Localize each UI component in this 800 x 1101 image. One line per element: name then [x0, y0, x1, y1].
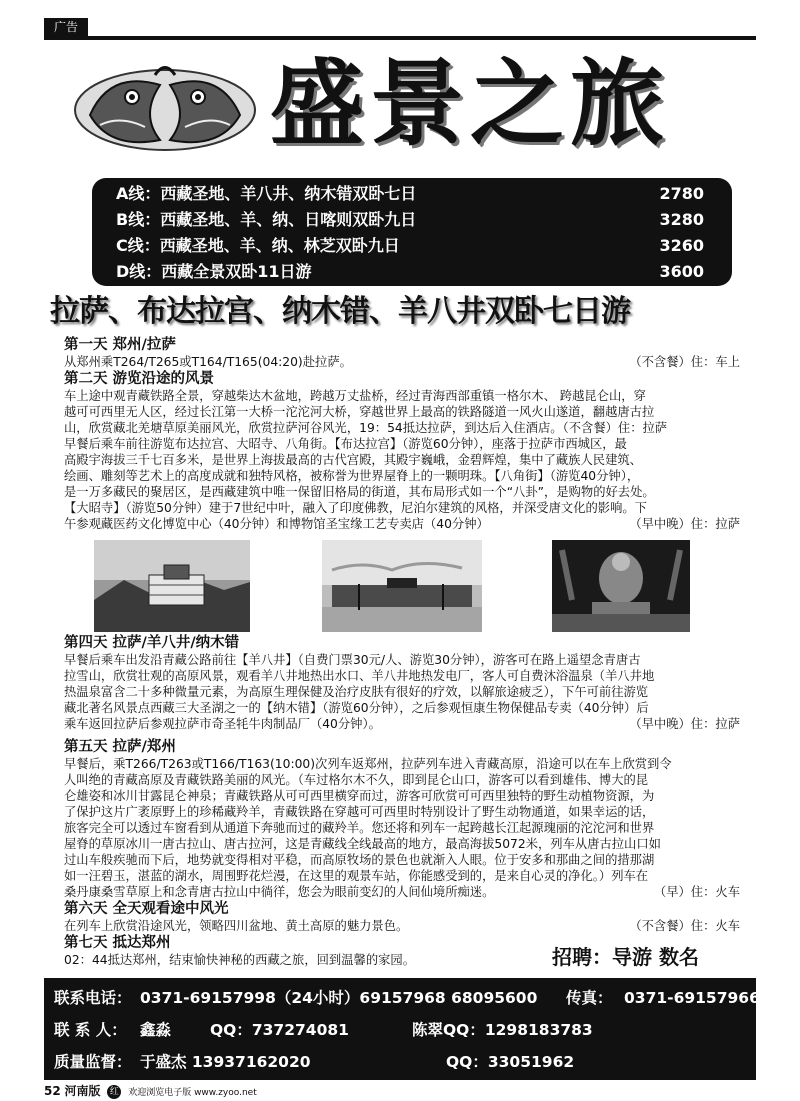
route-price: 3260	[659, 236, 704, 255]
day1-row	[64, 354, 740, 370]
day2-line: 高殿宇海拔三千七百多米，是世界上海拔最高的古代宫殿，其殿宇巍峨，金碧辉煌，集中了藏族人民建筑、	[64, 453, 642, 467]
day5-last-row	[64, 884, 740, 900]
day5-line: 桑丹康桑雪草原上和念青唐古拉山中徜徉，您会为眼前变幻的人间仙境所痴迷。	[64, 885, 495, 899]
day5-line: 旅客完全可以透过车窗看到从通道下奔驰而过的藏羚羊。您还将和列车一起跨越长江起源瑰丽的沱沱河和世界	[64, 821, 655, 835]
day2-line: 越可可西里无人区，经过长江第一大桥一沱沱河大桥，穿越世界上最高的铁路隧道一风火山遂道，翻越唐古拉	[64, 405, 655, 419]
website-link[interactable]: 欢迎浏览电子版 www.zyoo.net	[128, 1088, 257, 1098]
day5-line: 早餐后，乘T266/T263或T166/T163(10:00)次列车返郑州，拉萨列车进入青藏高原，沿途可以在车上欣赏到令	[64, 757, 672, 771]
day7-text: 02：44抵达郑州，结束愉快神秘的西藏之旅，回到温馨的家园。	[64, 953, 416, 967]
route-row	[116, 233, 704, 259]
supervisor-qq: QQ：33051962	[446, 1053, 575, 1071]
day2-line: 山，欣赏藏北羌塘草原美丽风光，欣赏拉萨河谷风光，19：54抵达拉萨，到达后入住酒店。（不含餐）住：拉萨	[64, 421, 668, 435]
day2-line: 车上途中观青藏铁路全景，穿越柴达木盆地，跨越万丈盐桥，经过青海西部重镇一格尔木、 跨越昆仑山，穿	[64, 389, 646, 403]
brand-title: 盛景之旅	[270, 50, 671, 159]
person-name: 鑫淼	[140, 1021, 172, 1039]
supervisor-contact: 于盛杰 13937162020	[140, 1053, 311, 1071]
person-label: 联 系 人：	[54, 1021, 127, 1039]
day4-line: 藏北著名风景点西藏三大圣湖之一的【纳木错】（游览60分钟），之后参观恒康生物保健品专卖（40分钟）后	[64, 701, 649, 715]
day5-note: （早）住：火车	[653, 885, 740, 899]
day2-line: 是一万多藏民的聚居区，是西藏建筑中唯一保留旧格局的街道，其布局形式如一个“八卦”，是购物的好去处。	[64, 485, 655, 499]
day4-note: （早中晚）住：拉萨	[629, 717, 740, 731]
day6-row	[64, 918, 740, 934]
route-name: D线：西藏全景双卧11日游	[116, 262, 312, 281]
day2-last-row	[64, 516, 740, 532]
day2-note: （早中晚）住：拉萨	[629, 517, 740, 531]
day6-text: 在列车上欣赏沿途风光，领略四川盆地、黄土高原的魅力景色。	[64, 919, 409, 933]
recruit-notice: 招聘：导游 数名	[552, 945, 699, 969]
day1-text: 从郑州乘T264/T265或T164/T165(04:20)赴拉萨。	[64, 355, 352, 369]
itinerary-day4	[64, 634, 740, 732]
phone-label: 联系电话：	[54, 989, 132, 1007]
day1-note: （不含餐）住：车上	[629, 355, 740, 369]
day4-line: 热温泉富含二十多种微量元素，为高原生理保健及治疗皮肤有很好的疗效，以解旅途疲乏），下午可前往游览	[64, 685, 649, 699]
person2-qq: 陈翠QQ：1298183783	[412, 1021, 593, 1039]
route-price: 2780	[659, 184, 704, 203]
day4-line: 拉雪山，欣赏壮观的高原风景，观看羊八井地热出水口、羊八井地热发电厂，客人可自费沐浴温泉（羊八井地	[64, 669, 655, 683]
page-footer	[44, 1083, 257, 1099]
contact-row-supervisor	[54, 1049, 748, 1075]
day2-line: 绘画、雕刻等艺术上的高度成就和独特风格，被称誉为世界屋脊上的一颗明珠。【八角街】（游览40分钟），	[64, 469, 640, 483]
day7-heading: 第七天 抵达郑州	[64, 935, 171, 951]
itinerary-day1-day2	[64, 336, 740, 532]
route-name: A线：西藏圣地、羊八井、纳木错双卧七日	[116, 184, 417, 203]
jokhang-square-photo	[322, 540, 482, 632]
fax-label: 传真：	[566, 989, 613, 1007]
route-row	[116, 181, 704, 207]
day2-heading: 第二天 游览沿途的风景	[64, 371, 215, 387]
route-row	[116, 259, 704, 285]
temple-shrine-photo	[552, 540, 690, 632]
potala-palace-photo	[94, 540, 250, 632]
itinerary-day5-day7	[64, 738, 740, 968]
day2-line: 午参观藏医药文化博览中心（40分钟）和博物馆圣宝缘工艺专卖店（40分钟）	[64, 517, 489, 531]
day5-line: 了保护这片广袤原野上的珍稀藏羚羊，青藏铁路在穿越可可西里时特别设计了野生动物通道，如果幸运的话，	[64, 805, 655, 819]
day2-line: 早餐后乘车前往游览布达拉宫、大昭寺、八角街。【布达拉宫】（游览60分钟），座落于拉萨市西城区，最	[64, 437, 627, 451]
tour-title: 拉萨、布达拉宫、纳木错、羊八井双卧七日游	[50, 294, 630, 329]
phone-numbers: 0371-69157998（24小时）69157968 68095600	[140, 989, 538, 1007]
ad-label: 广告	[44, 18, 88, 36]
route-name: C线：西藏圣地、羊、纳、林芝双卧九日	[116, 236, 400, 255]
page-number: 52	[44, 1084, 61, 1098]
person-qq: QQ：737274081	[210, 1021, 349, 1039]
day4-heading: 第四天 拉萨/羊八井/纳木错	[64, 635, 240, 651]
route-row	[116, 207, 704, 233]
day5-line: 人叫绝的青藏高原及青藏铁路美丽的风光。（车过格尔木不久，即到昆仑山口，游客可以看到雄伟、博大的昆	[64, 773, 649, 787]
day5-heading: 第五天 拉萨/郑州	[64, 739, 176, 755]
day5-line: 仑雄姿和冰川甘露昆仑神泉；青藏铁路从可可西里横穿而过，游客可欣赏可可西里独特的野生动植物资源，为	[64, 789, 655, 803]
contact-row-phone	[54, 985, 760, 1011]
twin-fish-logo	[70, 55, 260, 155]
edition-label: 河南版	[64, 1084, 101, 1098]
day6-note: （不含餐）住：火车	[629, 919, 740, 933]
day4-line: 乘车返回拉萨后参观拉萨市奇圣牦牛肉制品厂（40分钟）。	[64, 717, 381, 731]
contact-panel	[44, 978, 760, 1080]
top-rule	[44, 36, 756, 40]
edition-badge: 红	[107, 1085, 121, 1099]
route-name: B线：西藏圣地、羊、纳、日喀则双卧九日	[116, 210, 417, 229]
day1-heading: 第一天 郑州/拉萨	[64, 337, 176, 353]
route-price: 3600	[659, 262, 704, 281]
route-price-panel	[92, 178, 732, 286]
contact-row-person	[54, 1017, 748, 1043]
day4-last-row	[64, 716, 740, 732]
day5-line: 屋脊的草原冰川一唐古拉山、唐古拉河，这是青藏线全线最高的地方，最高海拔5072米，列车从唐古拉山口如	[64, 837, 661, 851]
supervisor-label: 质量监督：	[54, 1053, 132, 1071]
day4-line: 早餐后乘车出发沿青藏公路前往【羊八井】（自费门票30元/人、游览30分钟），游客可在路上遥望念青唐古	[64, 653, 641, 667]
day2-line: 【大昭寺】（游览50分钟）建于7世纪中叶，融入了印度佛教，尼泊尔建筑的风格，并深受唐文化的影响。下	[64, 501, 647, 515]
day5-line: 过山车般疾驰而下后，地势就变得相对平稳，而高原牧场的景色也就渐入人眼。位于安多和那曲之间的措那湖	[64, 853, 655, 867]
fax-number: 0371-69157966	[624, 989, 760, 1007]
day6-heading: 第六天 全天观看途中风光	[64, 901, 229, 917]
day5-line: 如一汪碧玉，湛蓝的湖水，周围野花烂漫，在这里的观景车站，你能感受到的，是来自心灵的净化。）列车在	[64, 869, 649, 883]
route-price: 3280	[659, 210, 704, 229]
